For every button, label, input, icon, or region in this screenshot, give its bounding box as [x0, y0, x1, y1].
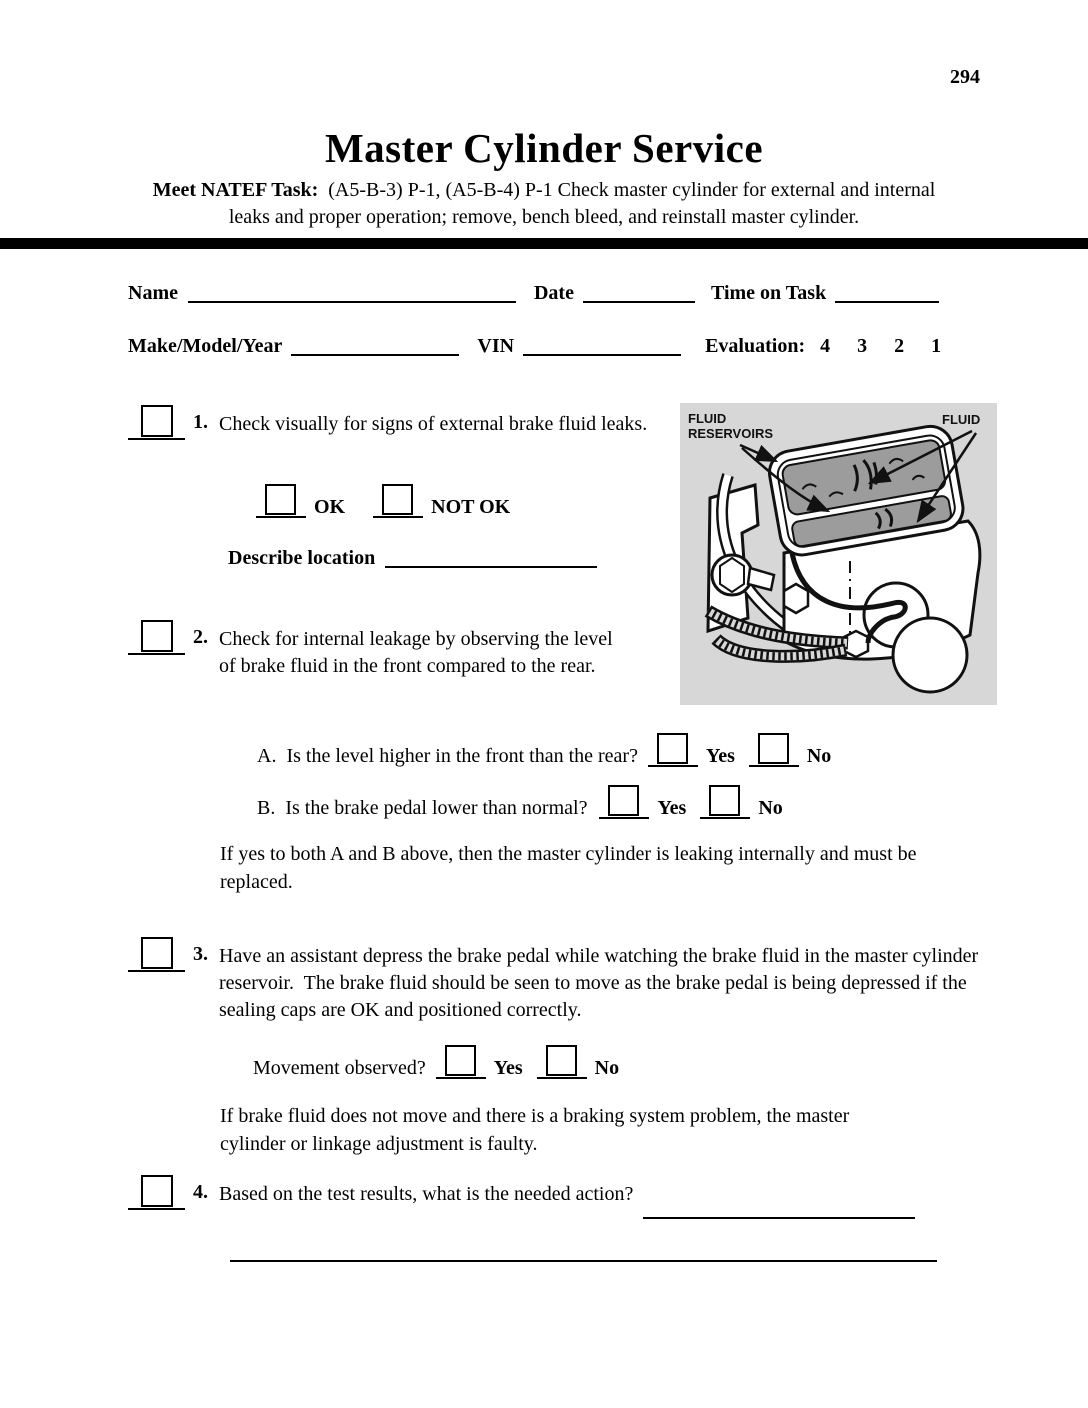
checkbox-line: [128, 653, 185, 655]
checkbox-box: [608, 785, 639, 816]
checkbox-line: [128, 970, 185, 972]
checkbox-box: [382, 484, 413, 515]
task-2-number: 2.: [193, 626, 208, 648]
evaluation-option-1[interactable]: 1: [931, 335, 942, 357]
checkbox-line: [537, 1077, 587, 1079]
date-label: Date: [533, 282, 574, 304]
date-field-line[interactable]: [583, 285, 695, 303]
checkbox-line: [749, 765, 799, 767]
make-model-year-label: Make/Model/Year: [128, 335, 283, 357]
page-title: Master Cylinder Service: [324, 125, 764, 171]
evaluation-option-3[interactable]: 3: [857, 335, 868, 357]
ok-label: OK: [314, 496, 346, 518]
natef-task-label: Meet NATEF Task:: [152, 179, 319, 201]
checkbox-a-no[interactable]: [749, 731, 799, 767]
task-4: [128, 1170, 915, 1210]
checkbox-ok[interactable]: [256, 482, 306, 518]
not-ok-label: NOT OK: [431, 496, 511, 518]
needed-action-field-line[interactable]: [643, 1201, 915, 1219]
task-2: [128, 615, 617, 680]
header-divider-bar: [0, 238, 1088, 249]
natef-task-line: [0, 179, 1088, 202]
checkbox-box: [657, 733, 688, 764]
checkbox-box: [546, 1045, 577, 1076]
task-4-text: Based on the test results, what is the needed action?: [219, 1183, 634, 1205]
task-1: [128, 400, 669, 440]
vin-field-line[interactable]: [523, 338, 681, 356]
checkbox-b-no[interactable]: [700, 783, 750, 819]
natef-task-text: (A5-B-3) P-1, (A5-B-4) P-1 Check master cylinder for external and internal: [318, 179, 936, 201]
internal-leak-note: If yes to both A and B above, then the master cylinder is leaking internally and must be replaced.: [220, 843, 917, 893]
page-number: 294: [950, 66, 980, 88]
fluid-reservoirs-label-line1: FLUID: [688, 411, 727, 426]
evaluation-option-4[interactable]: 4: [820, 335, 831, 357]
task-3-number: 3.: [193, 943, 208, 965]
fluid-reservoirs-label-line2: RESERVOIRS: [688, 426, 774, 441]
info-row-2: [128, 334, 941, 358]
checkbox-line: [700, 817, 750, 819]
checkbox-movement-no[interactable]: [537, 1043, 587, 1079]
a-no-label: No: [806, 745, 832, 767]
checkbox-box: [141, 937, 173, 969]
checkbox-line: [373, 516, 423, 518]
task-1-number: 1.: [193, 411, 208, 433]
fluid-label: FLUID: [942, 412, 981, 427]
checkbox-box: [445, 1045, 476, 1076]
checkbox-box: [141, 620, 173, 652]
checkbox-box: [141, 405, 173, 437]
task-1-text: Check visually for signs of external brake fluid leaks.: [219, 413, 648, 435]
describe-location-row: [228, 546, 597, 570]
task-3-text: Have an assistant depress the brake pedal while watching the brake fluid in the master cylinder reservoir. The brake fluid should be seen to move as the brake pedal is being depressed if the sealing caps are OK and positioned correctly.: [219, 945, 984, 1021]
checkbox-movement-yes[interactable]: [436, 1043, 486, 1079]
checkbox-task-4[interactable]: [128, 1170, 185, 1210]
b-no-label: No: [758, 797, 783, 819]
checkbox-line: [256, 516, 306, 518]
movement-yes-label: Yes: [493, 1057, 523, 1079]
question-a-text: A. Is the level higher in the front than the rear?: [257, 745, 638, 767]
name-field-line[interactable]: [188, 285, 516, 303]
movement-observed-row: [253, 1038, 633, 1080]
checkbox-box: [141, 1175, 173, 1207]
checkbox-line: [436, 1077, 486, 1079]
checkbox-line: [648, 765, 698, 767]
checkbox-b-yes[interactable]: [599, 783, 649, 819]
evaluation-label: Evaluation:: [705, 335, 806, 357]
checkbox-a-yes[interactable]: [648, 731, 698, 767]
make-model-year-field-line[interactable]: [291, 338, 459, 356]
checkbox-task-3[interactable]: [128, 932, 185, 972]
question-b-text: B. Is the brake pedal lower than normal?: [257, 797, 588, 819]
checkbox-not-ok[interactable]: [373, 482, 423, 518]
task-4-number: 4.: [193, 1181, 208, 1203]
movement-observed-label: Movement observed?: [253, 1057, 426, 1079]
needed-action-field-line-2[interactable]: [230, 1260, 937, 1262]
evaluation-option-2[interactable]: 2: [894, 335, 905, 357]
time-on-task-label: Time on Task: [710, 282, 827, 304]
master-cylinder-illustration: [680, 403, 997, 705]
name-label: Name: [128, 282, 178, 304]
checkbox-line: [128, 438, 185, 440]
natef-task-line2: leaks and proper operation; remove, bench bleed, and reinstall master cylinder.: [228, 206, 860, 228]
checkbox-box: [709, 785, 740, 816]
b-yes-label: Yes: [657, 797, 687, 819]
movement-no-label: No: [594, 1057, 620, 1079]
task-1-options: [256, 477, 524, 519]
info-row-1: [128, 281, 939, 305]
question-b-row: [257, 778, 797, 820]
checkbox-box: [265, 484, 296, 515]
question-a-row: [257, 726, 845, 768]
task-2-text: Check for internal leakage by observing the level of brake fluid in the front compared to the rear.: [219, 628, 618, 677]
a-yes-label: Yes: [705, 745, 735, 767]
checkbox-line: [599, 817, 649, 819]
checkbox-task-1[interactable]: [128, 400, 185, 440]
describe-location-field-line[interactable]: [385, 550, 597, 568]
checkbox-line: [128, 1208, 185, 1210]
no-movement-note: If brake fluid does not move and there is a braking system problem, the master cylinder or linkage adjustment is faulty.: [220, 1105, 850, 1155]
task-3: [128, 932, 991, 1024]
describe-location-label: Describe location: [228, 547, 376, 569]
master-cylinder-figure: [680, 403, 997, 705]
time-on-task-field-line[interactable]: [835, 285, 939, 303]
checkbox-box: [758, 733, 789, 764]
checkbox-task-2[interactable]: [128, 615, 185, 655]
vin-label: VIN: [477, 335, 515, 357]
